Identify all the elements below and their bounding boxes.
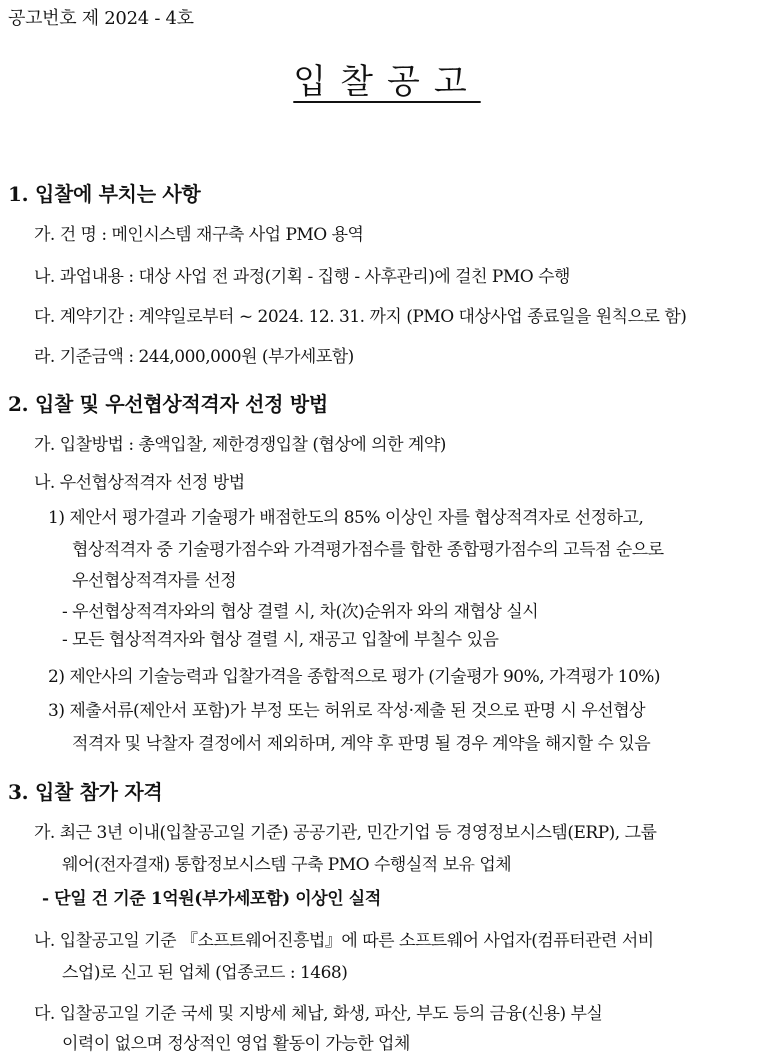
page-title xyxy=(0,54,760,103)
dash-item: - 우선협상적격자와의 협상 결렬 시, 차(次)순위자 와의 재협상 실시 xyxy=(62,602,539,622)
list-item: 가. 입찰방법 : 총액입찰, 제한경쟁입찰 (협상에 의한 계약) xyxy=(34,435,446,455)
section-heading-3: 3. 입찰 참가 자격 xyxy=(8,780,163,804)
list-item: 나. 우선협상적격자 선정 방법 xyxy=(34,473,245,493)
sub-item: 2) 제안사의 기술능력과 입찰가격을 종합적으로 평가 (기술평가 90%, 가격평가 10%) xyxy=(48,667,661,687)
section-heading-2: 2. 입찰 및 우선협상적격자 선정 방법 xyxy=(8,392,328,416)
title-text: 입찰공고 xyxy=(293,62,481,102)
notice-number: 공고번호 제 2024 - 4호 xyxy=(8,8,194,29)
list-item: 가. 건 명 : 메인시스템 재구축 사업 PMO 용역 xyxy=(34,225,364,245)
highlight-dash-item: - 단일 건 기준 1억원(부가세포함) 이상인 실적 xyxy=(42,889,381,909)
sub-item-continuation: 적격자 및 낙찰자 결정에서 제외하며, 계약 후 판명 될 경우 계약을 해지할 수 있음 xyxy=(72,734,651,754)
list-item-continuation: 스업)로 신고 된 업체 (업종코드 : 1468) xyxy=(62,963,348,983)
list-item: 가. 최근 3년 이내(입찰공고일 기준) 공공기관, 민간기업 등 경영정보시스템(ERP), 그룹 xyxy=(34,823,657,843)
sub-item-continuation: 협상적격자 중 기술평가점수와 가격평가점수를 합한 종합평가점수의 고득점 순으로 xyxy=(72,540,664,560)
dash-item: - 모든 협상적격자와 협상 결렬 시, 재공고 입찰에 부칠수 있음 xyxy=(62,630,499,650)
list-item: 나. 입찰공고일 기준 『소프트웨어진흥법』에 따른 소프트웨어 사업자(컴퓨터관련 서비 xyxy=(34,931,654,951)
list-item-continuation: 웨어(전자결재) 통합정보시스템 구축 PMO 수행실적 보유 업체 xyxy=(62,855,512,875)
list-item: 다. 계약기간 : 계약일로부터 ~ 2024. 12. 31. 까지 (PMO 대상사업 종료일을 원칙으로 함) xyxy=(34,307,687,327)
list-item: 라. 기준금액 : 244,000,000원 (부가세포함) xyxy=(34,347,354,367)
list-item: 나. 과업내용 : 대상 사업 전 과정(기획 - 집행 - 사후관리)에 걸친 PMO 수행 xyxy=(34,267,570,287)
list-item: 다. 입찰공고일 기준 국세 및 지방세 체납, 화생, 파산, 부도 등의 금융(신용) 부실 xyxy=(34,1004,603,1024)
sub-item: 3) 제출서류(제안서 포함)가 부정 또는 허위로 작성·제출 된 것으로 판명 시 우선협상 xyxy=(48,701,646,721)
list-item-continuation: 이력이 없으며 정상적인 영업 활동이 가능한 업체 xyxy=(62,1034,410,1054)
sub-item-continuation: 우선협상적격자를 선정 xyxy=(72,571,237,591)
section-heading-1: 1. 입찰에 부치는 사항 xyxy=(8,182,201,206)
sub-item: 1) 제안서 평가결과 기술평가 배점한도의 85% 이상인 자를 협상적격자로 선정하고, xyxy=(48,508,644,528)
